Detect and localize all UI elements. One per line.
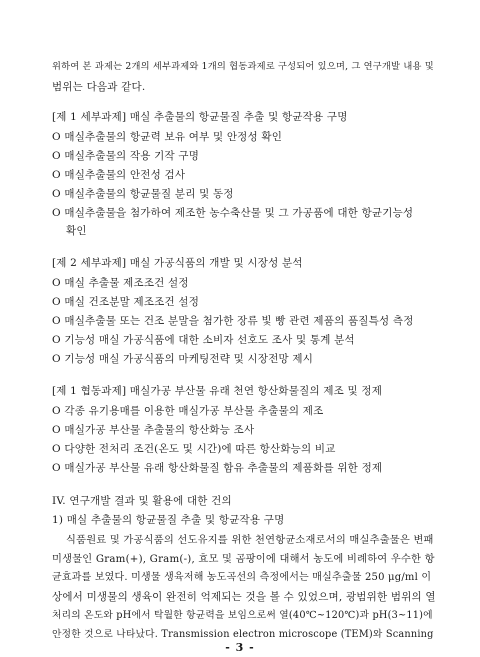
paragraph-line: 상에서 미생물의 생육이 완전히 억제되는 것을 볼 수 있었으며, 광범위한 범위의 열 — [52, 591, 436, 603]
intro-line-2: 범위는 다음과 같다. — [52, 81, 146, 93]
section1-item: O 매실추출물을 첨가하여 제조한 농수축산물 및 그 가공품에 대한 항균기능성 — [52, 207, 414, 219]
page-number: - 3 - — [225, 641, 255, 654]
intro-line-1: 위하여 본 과제는 2개의 세부과제와 1개의 협동과제로 구성되어 있으며, 그 연구개발 내용 및 — [52, 61, 434, 72]
section3-item: O 매실가공 부산물 유래 항산화물질 함유 추출물의 제품화를 위한 정제 — [52, 462, 383, 474]
section1-item: O 매실추출물의 항균력 보유 여부 및 안정성 확인 — [52, 131, 283, 143]
section4-subheading: 1) 매실 추출물의 항균물질 추출 및 항균작용 구명 — [52, 514, 285, 526]
section1-item: O 매실추출물의 안전성 검사 — [52, 169, 186, 181]
paragraph-line: 식품원료 및 가공식품의 선도유지를 위한 천연항균소재로서의 매실추출물은 변패 — [66, 534, 434, 546]
section1-item-continued: 확인 — [66, 225, 87, 237]
paragraph-line: 균효과를 보였다. 미생물 생육저해 농도곡선의 측정에서는 매실추출물 250 μg/ml 이 — [52, 572, 432, 583]
section2-item: O 매실 건조분말 제조조건 설정 — [52, 296, 200, 308]
paragraph-line: 안정한 것으로 나타났다. Transmission electron microscope (TEM)와 Scanning — [52, 629, 434, 640]
section4-heading: IV. 연구개발 결과 및 활용에 대한 건의 — [52, 495, 232, 507]
section1-heading: [제 1 세부과제] 매실 추출물의 항균물질 추출 및 항균작용 구명 — [52, 111, 348, 123]
section2-item: O 기능성 매실 가공식품에 대한 소비자 선호도 조사 및 통계 분석 — [52, 334, 355, 346]
section3-item: O 매실가공 부산물 추출물의 항산화능 조사 — [52, 424, 255, 436]
section3-item: O 다양한 전처리 조건(온도 및 시간)에 따른 항산화능의 비교 — [52, 443, 336, 455]
paragraph-line: 처리의 온도와 pH에서 탁월한 항균력을 보임으로써 열(40℃~120℃)과 pH(3~11)에 — [52, 610, 433, 621]
section3-heading: [제 1 협동과제] 매실가공 부산물 유래 천연 항산화물질의 제조 및 정제 — [52, 385, 383, 397]
section3-item: O 각종 유기용매를 이용한 매실가공 부산물 추출물의 제조 — [52, 405, 324, 417]
section2-item: O 매실추출물 또는 건조 분말을 첨가한 장류 빛 빵 관련 제품의 품질특성 측정 — [52, 315, 414, 327]
section1-item: O 매실추출물의 작용 기작 구명 — [52, 150, 200, 162]
section2-item: O 기능성 매실 가공식품의 마케팅전략 및 시장전망 제시 — [52, 353, 314, 365]
section2-item: O 매실 추출물 제조조건 설정 — [52, 277, 189, 289]
section2-heading: [제 2 세부과제] 매실 가공식품의 개발 및 시장성 분석 — [52, 257, 303, 269]
paragraph-line: 미생물인 Gram(+), Gram(-), 효모 및 곰팡이에 대해서 농도에 비례하여 우수한 항 — [52, 553, 435, 565]
section1-item: O 매실추출물의 항균물질 분리 및 동정 — [52, 188, 234, 200]
